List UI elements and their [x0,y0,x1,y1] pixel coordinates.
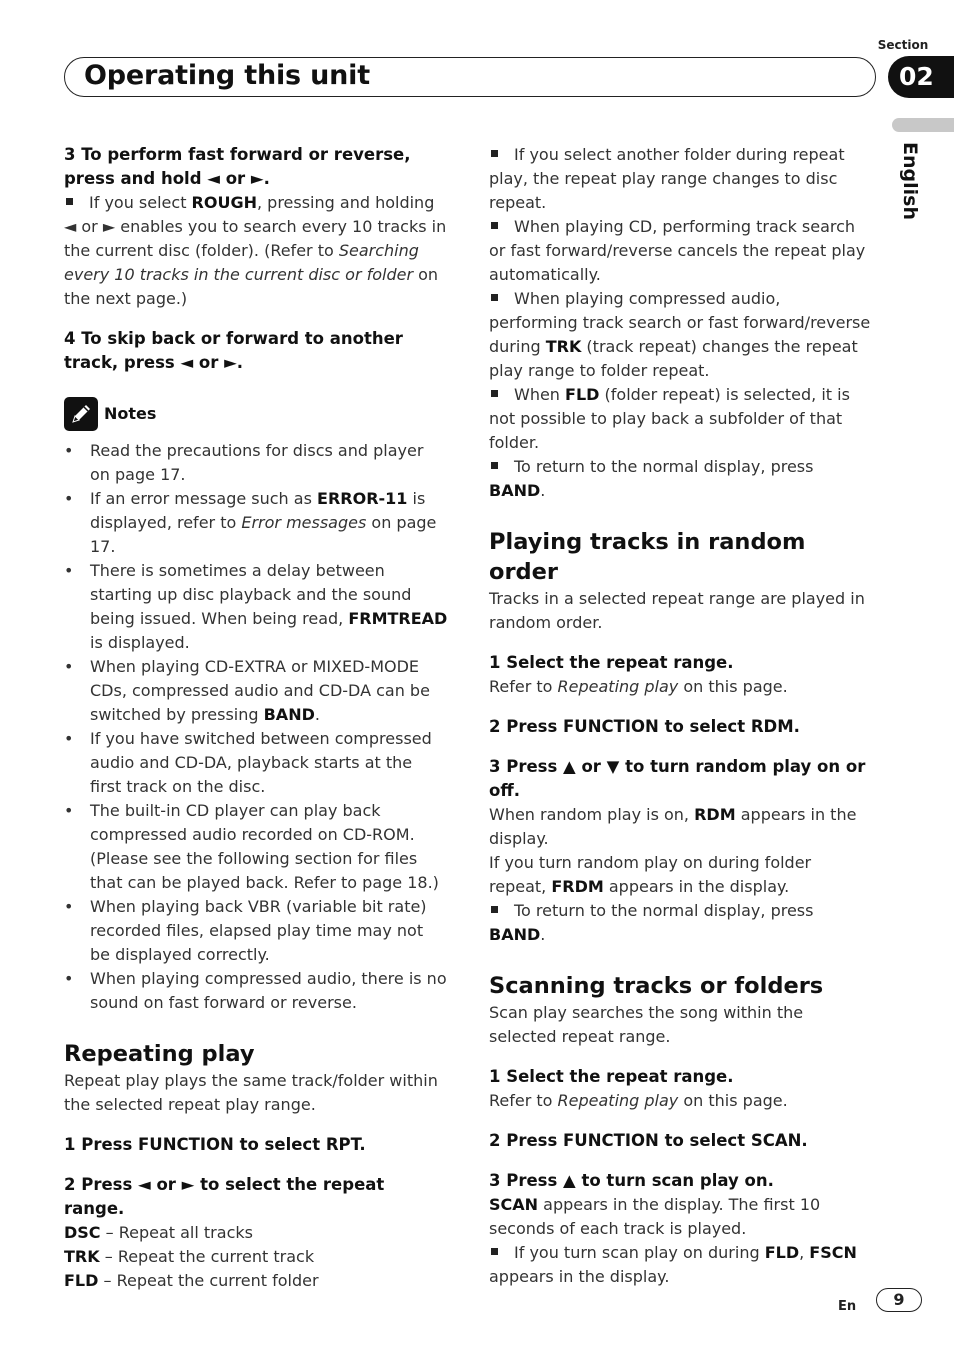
repeat-note: When playing compressed audio, performing track search or fast forward/reverse during TRK (track repeat) changes the repeat play range to folder repeat. [489,289,871,380]
repeat-step-2: 2 Press ◄ or ► to select the repeat range. [64,1175,385,1218]
notes-header [64,397,448,431]
list-item: • The built-in CD player can play back compressed audio recorded on CD-ROM. (Please see the following section for files that can be played back. Refer to page 18.) [64,799,448,895]
repeat-note: When playing CD, performing track search or fast forward/reverse cancels the repeat play automatically. [489,217,866,284]
square-bullet-icon [491,1248,498,1255]
repeat-note: If you select another folder during repeat play, the repeat play range changes to disc repeat. [489,145,845,212]
right-column [489,143,873,1289]
repeating-play-intro: Repeat play plays the same track/folder within the selected repeat play range. [64,1071,438,1114]
section-number-badge: 02 [888,56,954,98]
language-label: English [899,142,921,220]
language-tab-bar [892,118,954,132]
scan-step-1: 1 Select the repeat range. [489,1067,734,1086]
random-body-2: If you turn random play on during folder repeat, FRDM appears in the display. [489,853,812,896]
scan-step-1-body: Refer to Repeating play on this page. [489,1091,788,1110]
step-3-body: If you select ROUGH, pressing and holding ◄ or ► enables you to search every 10 tracks in the current disc (folder). (Refer to Searching every 10 tracks in the current disc or folder on the next page.) [64,193,447,308]
scan-step-3: 3 Press ▲ to turn scan play on. [489,1171,774,1190]
square-bullet-icon [491,150,498,157]
random-step-2: 2 Press FUNCTION to select RDM. [489,717,800,736]
page-title: Operating this unit [84,60,370,91]
scanning-intro: Scan play searches the song within the selected repeat range. [489,1003,804,1046]
repeat-note: To return to the normal display, press BAND. [489,457,814,500]
scan-note: If you turn scan play on during FLD, FSCN appears in the display. [489,1243,857,1286]
square-bullet-icon [491,390,498,397]
step-3-heading: 3 To perform fast forward or reverse, press and hold ◄ or ►. [64,145,411,188]
square-bullet-icon [491,906,498,913]
pencil-note-icon [64,397,98,431]
list-item: • There is sometimes a delay between starting up disc playback and the sound being issued. When being read, FRMTREAD is displayed. [64,559,448,655]
scan-step-2: 2 Press FUNCTION to select SCAN. [489,1131,808,1150]
page-number: 9 [876,1288,922,1312]
random-order-heading: Playing tracks in random order [489,529,806,585]
footer-language-code: En [838,1299,857,1314]
random-order-intro: Tracks in a selected repeat range are played in random order. [489,589,865,632]
square-bullet-icon [66,198,73,205]
left-column [64,143,448,1293]
repeating-play-heading: Repeating play [64,1041,255,1067]
list-item: • When playing CD-EXTRA or MIXED-MODE CDs, compressed audio and CD-DA can be switched by pressing BAND. [64,655,448,727]
notes-list [64,439,448,1015]
list-item: • When playing back VBR (variable bit rate) recorded files, elapsed play time may not be displayed correctly. [64,895,448,967]
repeat-range-fld: FLD – Repeat the current folder [64,1271,319,1290]
random-step-1: 1 Select the repeat range. [489,653,734,672]
repeat-range-dsc: DSC – Repeat all tracks [64,1223,253,1242]
step-4-heading: 4 To skip back or forward to another track, press ◄ or ►. [64,329,403,372]
scanning-heading: Scanning tracks or folders [489,973,824,999]
random-step-1-body: Refer to Repeating play on this page. [489,677,788,696]
square-bullet-icon [491,222,498,229]
repeat-range-trk: TRK – Repeat the current track [64,1247,315,1266]
random-body-1: When random play is on, RDM appears in the display. [489,805,857,848]
square-bullet-icon [491,294,498,301]
notes-label: Notes [104,404,157,423]
section-label: Section [877,38,929,52]
list-item: • When playing compressed audio, there is no sound on fast forward or reverse. [64,967,448,1015]
random-note: To return to the normal display, press BAND. [489,901,814,944]
random-step-3: 3 Press ▲ or ▼ to turn random play on or off. [489,757,866,800]
list-item: • Read the precautions for discs and player on page 17. [64,439,448,487]
scan-body: SCAN appears in the display. The first 10 seconds of each track is played. [489,1195,821,1238]
list-item: • If you have switched between compressed audio and CD-DA, playback starts at the first track on the disc. [64,727,448,799]
square-bullet-icon [491,462,498,469]
repeat-note: When FLD (folder repeat) is selected, it is not possible to play back a subfolder of that folder. [489,385,850,452]
repeat-step-1: 1 Press FUNCTION to select RPT. [64,1135,366,1154]
list-item: • If an error message such as ERROR-11 is displayed, refer to Error messages on page 17. [64,487,448,559]
